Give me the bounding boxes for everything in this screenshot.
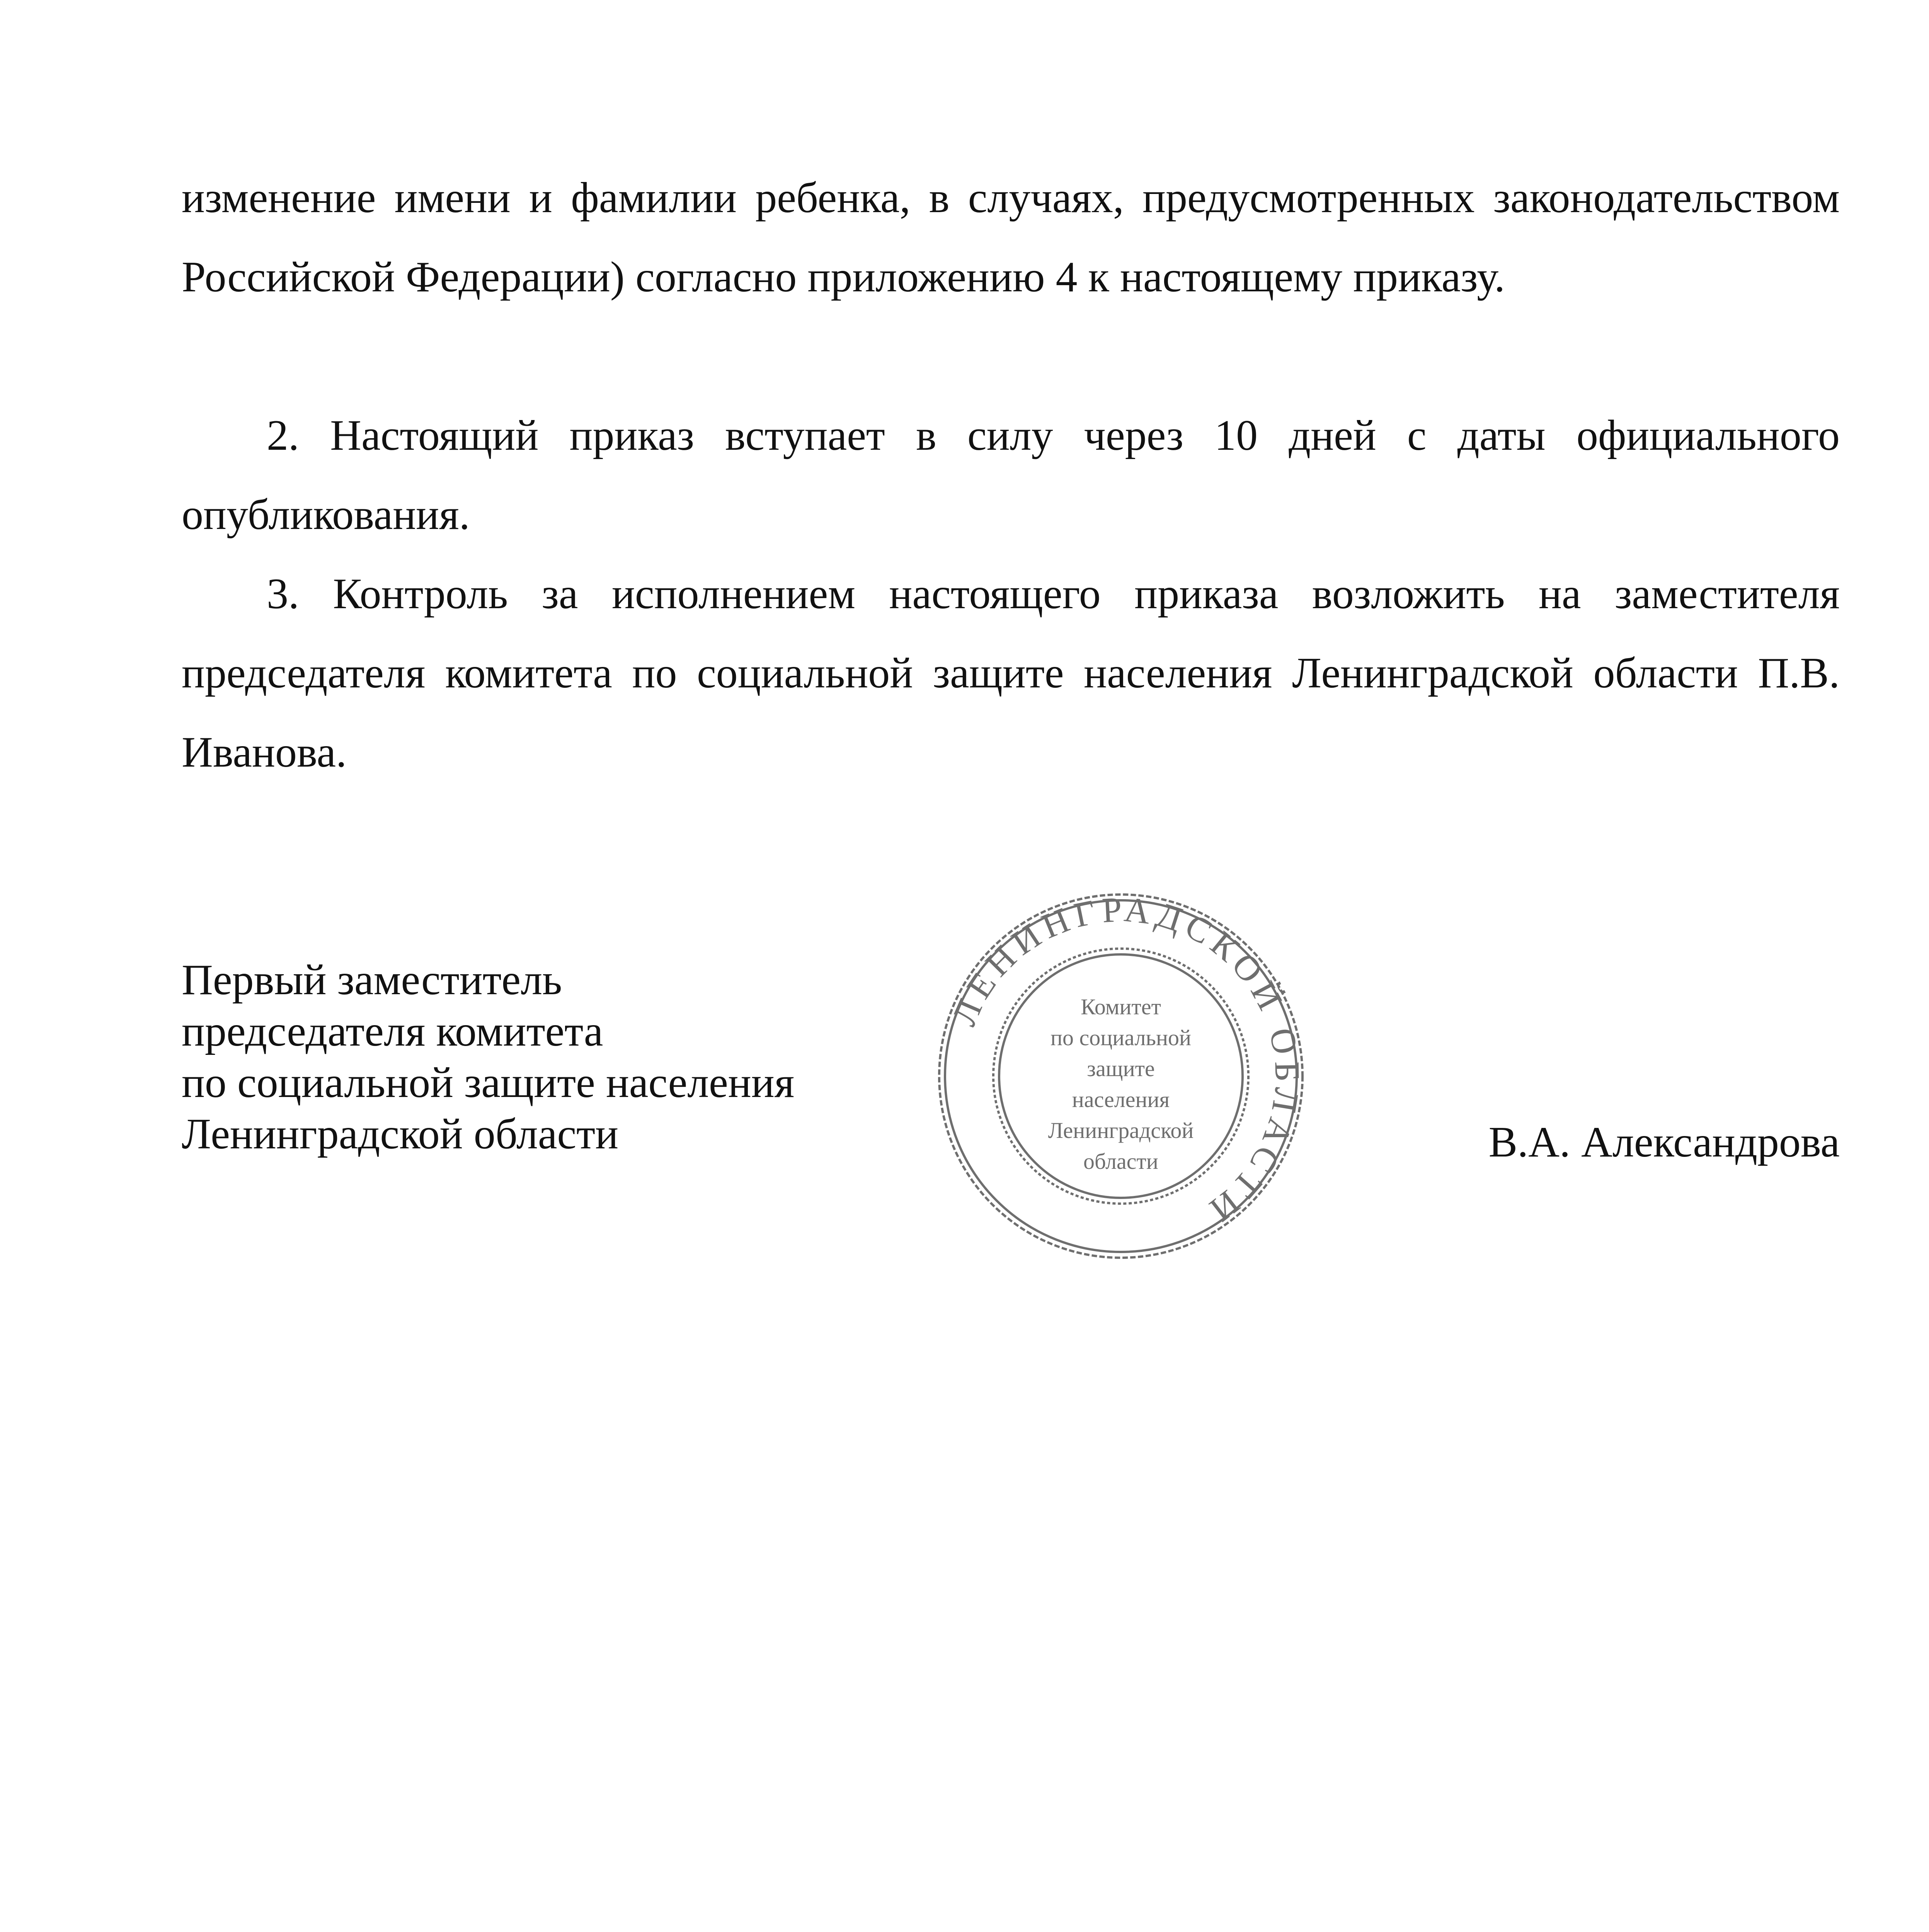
stamp-inner-line: области [1083,1149,1158,1174]
paragraph-text [182,554,1840,792]
paragraph-text [182,396,1840,554]
paragraph-2 [182,396,1840,554]
stamp-inner-line: Комитет [1081,994,1161,1019]
signature-position-line: Ленинградской области [182,1110,619,1158]
stamp-inner-line: Ленинградской [1048,1118,1194,1143]
paragraph-3 [182,554,1840,792]
stamp-inner-line: по социальной [1050,1025,1192,1050]
stamp-outer-text: ЛЕНИНГРАДСКОЙ ОБЛАСТИ [944,889,1308,1233]
official-seal-stamp [930,885,1312,1267]
text-line: приказу. [1353,253,1505,301]
text-line: опубликования. [182,491,470,539]
text-line: председателя комитета по социальной защите населения Ленинградской области [182,649,1758,697]
stamp-inner-line: населения [1072,1087,1170,1112]
signature-position-line: по социальной защите населения [182,1059,795,1107]
text-line: 3. Контроль за исполнением настоящего приказа возложить на заместителя [267,570,1840,618]
signature-position-line: председателя комитета [182,1007,603,1055]
signature-position [182,954,794,1160]
text-line: законодательством Российской Федерации) согласно приложению 4 к настоящему [182,174,1840,301]
signature-position-line: Первый заместитель [182,956,562,1004]
paragraph-continuation [182,158,1840,317]
text-line: изменение имени и фамилии ребенка, в случаях, предусмотренных [182,174,1493,222]
paragraph-text [182,158,1840,317]
text-line: П.В. Иванова. [182,649,1840,776]
stamp-inner-line: защите [1087,1056,1155,1081]
text-line: 2. Настоящий приказ вступает в силу через 10 дней с даты официального [267,412,1840,459]
signer-name: В.А. Александрова [1488,1118,1840,1166]
